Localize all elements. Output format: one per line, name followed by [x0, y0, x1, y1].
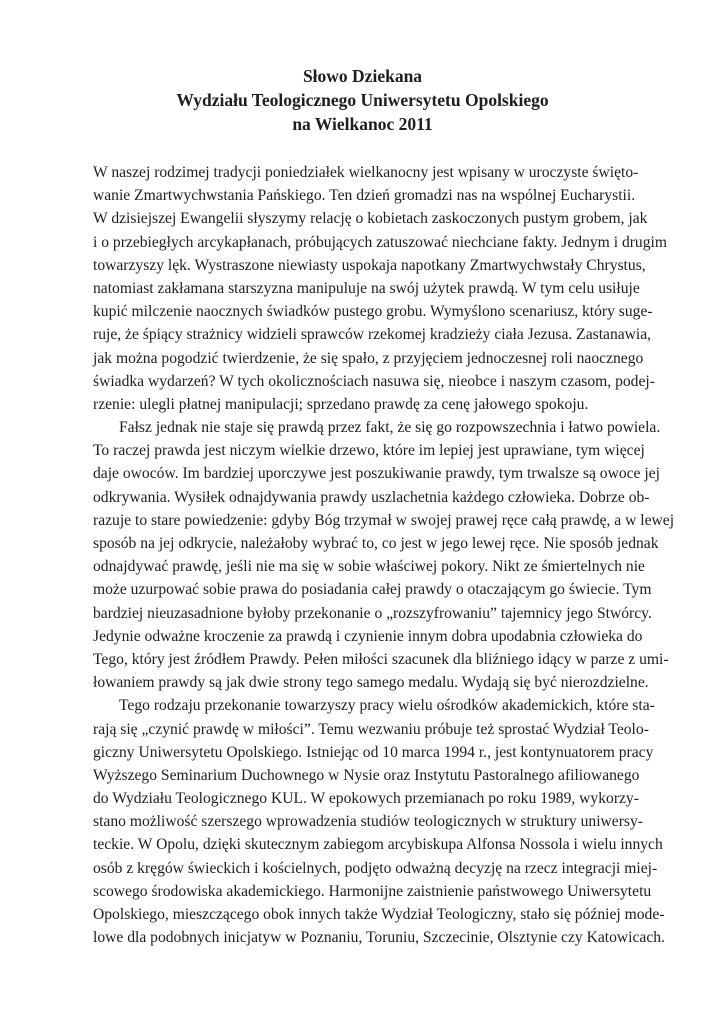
text-line: scowego środowiska akademickiego. Harmonijne zaistnienie państwowego Uniwersytetu: [93, 882, 652, 900]
text-line: kupić milczenie naocznych świadków pustego grobu. Wymyślono scenariusz, który suge-: [93, 303, 653, 321]
text-line: Tego rodzaju przekonanie towarzyszy pracy wielu ośrodków akademickich, które sta-: [119, 697, 655, 715]
paragraph-1: [93, 161, 667, 416]
text-line: teckie. W Opolu, dzięki skutecznym zabiegom arcybiskupa Alfonsa Nossola i wielu innych: [93, 836, 663, 854]
text-line: Jedynie odważne kroczenie za prawdą i czynienie innym dobra upodabnia człowieka do: [93, 627, 643, 645]
text-line: wanie Zmartwychwstania Pańskiego. Ten dzień gromadzi nas na wspólnej Eucharystii.: [93, 187, 636, 205]
text-line: rają się „czynić prawdę w miłości”. Temu wezwaniu próbuje też sprostać Wydział Teolo-: [93, 720, 649, 738]
text-line: Tego, który jest źródłem Prawdy. Pełen miłości szacunek dla bliźniego idący w parze z umi-: [93, 650, 669, 668]
text-line: świadka wydarzeń? W tych okolicznościach nasuwa się, nieobce i naszym czasom, podej-: [93, 372, 655, 390]
text-line: łowaniem prawdy są jak dwie strony tego samego medalu. Wydają się być nierozdzielne.: [93, 674, 649, 692]
text-line: To raczej prawda jest niczym wielkie drzewo, które im lepiej jest uprawiane, tym więcej: [93, 442, 645, 460]
text-line: natomiast zakłamana starszyzna manipuluje na swój użytek prawdą. W tym celu usiłuje: [93, 279, 640, 297]
text-line: sposób na jej odkrycie, należałoby wybrać to, co jest w jego lewej ręce. Nie sposób jednak: [93, 535, 659, 552]
text-line: Opolskiego, mieszczącego obok innych także Wydział Teologiczny, stało się później mode-: [93, 906, 665, 923]
title-line-3: na Wielkanoc 2011: [292, 114, 433, 134]
text-line: i o przebiegłych arcykapłanach, próbujących zatuszować niechciane fakty. Jednym i drugim: [93, 233, 667, 251]
text-line: jak można pogodzić twierdzenie, że się spało, z przyjęciem jednoczesnej roli naocznego: [93, 349, 644, 367]
text-line: W dzisiejszej Ewangelii słyszymy relację o kobietach zaskoczonych pustym grobem, jak: [93, 210, 648, 228]
text-line: może uzurpować sobie prawa do posiadania całej prawdy o otaczającym go świecie. Tym: [93, 581, 652, 599]
text-line: W naszej rodzimej tradycji poniedziałek wielkanocny jest wpisany w uroczyste święto-: [93, 164, 639, 181]
paragraph-2: [93, 416, 675, 694]
title-line-1: Słowo Dziekana: [302, 66, 423, 86]
title-line-2: Wydziału Teologicznego Uniwersytetu Opolskiego: [176, 90, 549, 110]
text-line: rzenie: ulegli płatnej manipulacji; sprzedano prawdę za cenę jałowego spokoju.: [93, 395, 589, 413]
text-line: stano możliwość szerszego wprowadzenia studiów teologicznych w struktury uniwersy-: [93, 813, 643, 831]
text-line: giczny Uniwersytetu Opolskiego. Istniejąc od 10 marca 1994 r., jest kontynuatorem pracy: [93, 743, 654, 761]
text-line: ruje, że śpiący strażnicy widzieli sprawców rzekomej kradzieży ciała Jezusa. Zastanawia,: [93, 326, 652, 344]
text-line: osób z kręgów świeckich i kościelnych, podjęto odważną decyzję na rzecz integracji miej-: [93, 859, 658, 877]
text-line: razuje to stare powiedzenie: gdyby Bóg trzymał w swojej prawej ręce całą prawdę, a w lewej: [93, 511, 675, 529]
text-line: lowe dla podobnych inicjatyw w Poznaniu, Toruniu, Szczecinie, Olsztynie czy Katowicach.: [93, 929, 665, 947]
text-line: bardziej nieuzasadnione byłoby przekonanie o „rozszyfrowaniu” tajemnicy jego Stwórcy.: [93, 604, 652, 622]
paragraph-3: [93, 694, 665, 949]
text-line: daje owoców. Im bardziej uporczywe jest poszukiwanie prawdy, tym trwalsze są owoce jej: [93, 465, 660, 483]
text-line: Fałsz jednak nie staje się prawdą przez fakt, że się go rozpowszechnia i łatwo powiela.: [119, 419, 661, 437]
body-text: [93, 161, 675, 949]
text-line: odkrywania. Wysiłek odnajdywania prawdy uszlachetnia każdego człowieka. Dobrze ob-: [93, 488, 650, 506]
page-title: [0, 64, 725, 136]
text-line: Wyższego Seminarium Duchownego w Nysie oraz Instytutu Pastoralnego afiliowanego: [93, 766, 640, 784]
text-line: do Wydziału Teologicznego KUL. W epokowych przemianach po roku 1989, wykorzy-: [93, 790, 639, 808]
text-line: towarzyszy lęk. Wystraszone niewiasty uspokaja napotkany Zmartwychwstały Chrystus,: [93, 256, 646, 274]
text-line: odnajdywać prawdę, jeśli nie ma się w sobie właściwej pokory. Nikt ze śmiertelnych nie: [93, 558, 645, 576]
